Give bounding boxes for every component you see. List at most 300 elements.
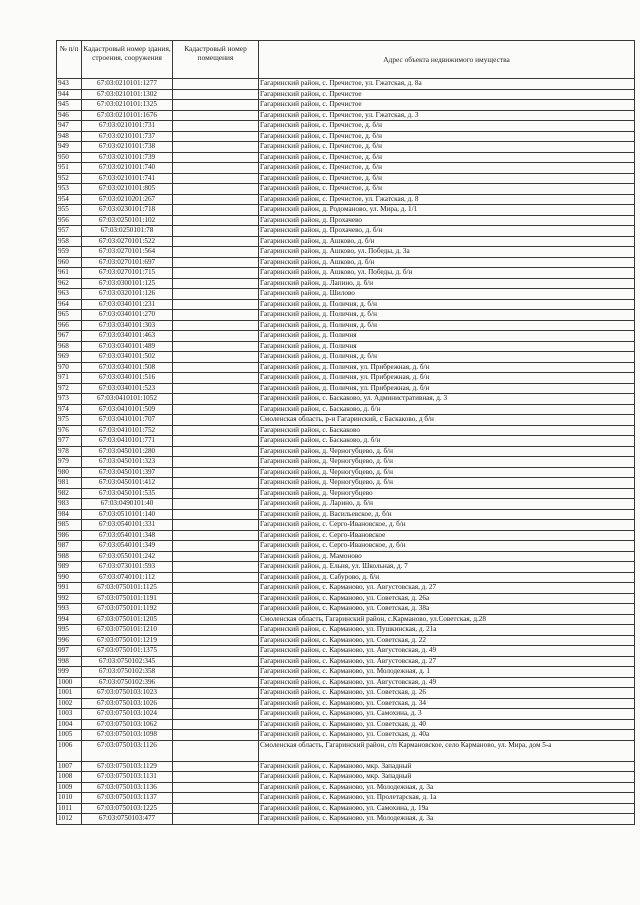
row-number: 1012	[57, 814, 82, 825]
property-address: Гагаринский район, д. Черногубцево	[259, 488, 635, 499]
property-address: Гагаринский район, с. Пречистое, ул. Гжатская, д. 8	[259, 194, 635, 205]
property-address: Гагаринский район, с. Пречистое, ул. Гжатская, д. 3	[259, 110, 635, 121]
cadastral-room-number	[173, 310, 259, 321]
property-address: Гагаринский район, с. Карманово, ул. Молодежная, д. 3а	[259, 782, 635, 793]
property-address: Гагаринский район, с. Пречистое, д. б/н	[259, 121, 635, 132]
cadastral-building-number: 67:03:0340101:463	[82, 331, 173, 342]
cadastral-building-number: 67:03:0750103:1062	[82, 719, 173, 730]
table-row	[57, 205, 635, 216]
property-address: Гагаринский район, д. Поличня, д. б/н	[259, 299, 635, 310]
table-row	[57, 173, 635, 184]
row-number: 987	[57, 541, 82, 552]
property-address: Смоленская область, Гагаринский район, с/п Кармановское, село Карманово, ул. Мира, дом 5-а	[259, 740, 635, 761]
cadastral-building-number: 67:03:0750103:1137	[82, 793, 173, 804]
cadastral-room-number	[173, 436, 259, 447]
property-address: Гагаринский район, с. Карманово, ул. Советская, д. 34	[259, 698, 635, 709]
property-address: Гагаринский район, д. Ашково, ул. Победы, д. 3а	[259, 247, 635, 258]
property-address: Гагаринский район, с. Карманово, ул. Августовская, д. 27	[259, 583, 635, 594]
cadastral-building-number: 67:03:0410101:771	[82, 436, 173, 447]
table-row	[57, 383, 635, 394]
row-number: 996	[57, 635, 82, 646]
row-number: 963	[57, 289, 82, 300]
row-number: 990	[57, 572, 82, 583]
property-address: Гагаринский район, с. Баскаково, ул. Административная, д. 3	[259, 394, 635, 405]
cadastral-building-number: 67:03:0340101:502	[82, 352, 173, 363]
row-number: 998	[57, 656, 82, 667]
table-row	[57, 793, 635, 804]
table-row	[57, 509, 635, 520]
row-number: 976	[57, 425, 82, 436]
cadastral-room-number	[173, 541, 259, 552]
row-number: 1002	[57, 698, 82, 709]
cadastral-building-number: 67:03:0410101:1052	[82, 394, 173, 405]
cadastral-building-number: 67:03:0340101:523	[82, 383, 173, 394]
table-row	[57, 310, 635, 321]
row-number: 949	[57, 142, 82, 153]
row-number: 952	[57, 173, 82, 184]
cadastral-building-number: 67:03:0750101:1192	[82, 604, 173, 615]
table-row	[57, 499, 635, 510]
cadastral-room-number	[173, 79, 259, 90]
property-address: Гагаринский район, с. Карманово, ул. Пролетарская, д. 1а	[259, 793, 635, 804]
cadastral-building-number: 67:03:0750103:1026	[82, 698, 173, 709]
property-address: Гагаринский район, с. Карманово, ул. Советская, д. 40а	[259, 730, 635, 741]
property-address: Гагаринский район, с. Карманово, ул. Самохина, д. 3	[259, 709, 635, 720]
cadastral-room-number	[173, 362, 259, 373]
cadastral-building-number: 67:03:0750101:1210	[82, 625, 173, 636]
cadastral-room-number	[173, 709, 259, 720]
property-address: Гагаринский район, с. Карманово, ул. Пушкинская, д. 21а	[259, 625, 635, 636]
row-number: 946	[57, 110, 82, 121]
row-number: 981	[57, 478, 82, 489]
cadastral-room-number	[173, 257, 259, 268]
row-number: 971	[57, 373, 82, 384]
cadastral-room-number	[173, 289, 259, 300]
table-row	[57, 110, 635, 121]
table-row	[57, 457, 635, 468]
property-address: Гагаринский район, с. Карманово, ул. Советская, д. 26а	[259, 593, 635, 604]
table-row	[57, 520, 635, 531]
cadastral-room-number	[173, 635, 259, 646]
property-address: Гагаринский район, с. Пречистое, д. б/н	[259, 142, 635, 153]
cadastral-building-number: 67:03:0550101:242	[82, 551, 173, 562]
cadastral-room-number	[173, 520, 259, 531]
table-row	[57, 719, 635, 730]
row-number: 978	[57, 446, 82, 457]
row-number: 1008	[57, 772, 82, 783]
property-address: Гагаринский район, с. Пречистое, д. б/н	[259, 163, 635, 174]
table-row	[57, 488, 635, 499]
table-row	[57, 373, 635, 384]
property-address: Гагаринский район, д. Сабурово, д. б/н	[259, 572, 635, 583]
row-number: 992	[57, 593, 82, 604]
cadastral-building-number: 67:03:0210101:1325	[82, 100, 173, 111]
table-row	[57, 572, 635, 583]
property-address: Гагаринский район, с. Серго-Ивановское, д. б/н	[259, 541, 635, 552]
table-row	[57, 436, 635, 447]
row-number: 1000	[57, 677, 82, 688]
table-row	[57, 583, 635, 594]
cadastral-room-number	[173, 247, 259, 258]
table-row	[57, 541, 635, 552]
table-row	[57, 814, 635, 825]
cadastral-room-number	[173, 457, 259, 468]
cadastral-room-number	[173, 562, 259, 573]
cadastral-room-number	[173, 530, 259, 541]
cadastral-building-number: 67:03:0450101:323	[82, 457, 173, 468]
property-address: Гагаринский район, с. Карманово, ул. Августовская, д. 49	[259, 677, 635, 688]
property-address: Гагаринский район, с. Пречистое, д. б/н	[259, 184, 635, 195]
row-number: 959	[57, 247, 82, 258]
cadastral-building-number: 67:03:0210101:737	[82, 131, 173, 142]
cadastral-building-number: 67:03:0340101:516	[82, 373, 173, 384]
row-number: 993	[57, 604, 82, 615]
cadastral-room-number	[173, 688, 259, 699]
cadastral-room-number	[173, 331, 259, 342]
cadastral-building-number: 67:03:0210201:267	[82, 194, 173, 205]
row-number: 970	[57, 362, 82, 373]
header-cadastral-building: Кадастровый номер здания, строения, сооружения	[82, 41, 173, 79]
property-address: Гагаринский район, с. Карманово, ул. Советская, д. 22	[259, 635, 635, 646]
property-address: Гагаринский район, с. Карманово, ул. Августовская, д. 49	[259, 646, 635, 657]
cadastral-building-number: 67:03:0450101:535	[82, 488, 173, 499]
row-number: 975	[57, 415, 82, 426]
table-row	[57, 89, 635, 100]
cadastral-building-number: 67:03:0230101:718	[82, 205, 173, 216]
property-address: Гагаринский район, с. Пречистое, д. б/н	[259, 152, 635, 163]
row-number: 947	[57, 121, 82, 132]
cadastral-building-number: 67:03:0750101:1191	[82, 593, 173, 604]
property-address: Гагаринский район, д. Ашково, д. б/н	[259, 236, 635, 247]
row-number: 972	[57, 383, 82, 394]
property-address: Гагаринский район, с. Карманово, ул. Самохина, д. 19а	[259, 803, 635, 814]
table-row	[57, 604, 635, 615]
cadastral-room-number	[173, 194, 259, 205]
table-row	[57, 352, 635, 363]
property-address: Гагаринский район, д. Поличня, д. б/н	[259, 352, 635, 363]
cadastral-building-number: 67:03:0210101:1676	[82, 110, 173, 121]
cadastral-room-number	[173, 341, 259, 352]
cadastral-room-number	[173, 572, 259, 583]
property-address: Гагаринский район, с. Карманово, ул. Августовская, д. 27	[259, 656, 635, 667]
property-address: Гагаринский район, с. Серго-Ивановское	[259, 530, 635, 541]
table-row	[57, 562, 635, 573]
property-address: Гагаринский район, д. Поличня, ул. Прибрежная, д. б/н	[259, 373, 635, 384]
cadastral-building-number: 67:03:0450101:397	[82, 467, 173, 478]
row-number: 1007	[57, 761, 82, 772]
cadastral-room-number	[173, 667, 259, 678]
table-row	[57, 100, 635, 111]
property-address: Гагаринский район, д. Черногубцево, д. б/н	[259, 457, 635, 468]
property-address: Гагаринский район, с. Серго-Ивановское, д. б/н	[259, 520, 635, 531]
cadastral-building-number: 67:03:0270101:715	[82, 268, 173, 279]
row-number: 945	[57, 100, 82, 111]
cadastral-room-number	[173, 740, 259, 761]
header-row	[57, 41, 635, 79]
table-row	[57, 215, 635, 226]
cadastral-building-number: 67:03:0410101:707	[82, 415, 173, 426]
cadastral-building-number: 67:03:0750102:358	[82, 667, 173, 678]
property-address: Гагаринский район, д. Шилово	[259, 289, 635, 300]
table-row	[57, 740, 635, 761]
table-row	[57, 425, 635, 436]
cadastral-building-number: 67:03:0540101:349	[82, 541, 173, 552]
property-address: Гагаринский район, с. Карманово, ул. Молодежная, д. 3а	[259, 814, 635, 825]
row-number: 957	[57, 226, 82, 237]
cadastral-room-number	[173, 583, 259, 594]
table-row	[57, 278, 635, 289]
property-address: Гагаринский район, д. Поличня	[259, 331, 635, 342]
cadastral-building-number: 67:03:0750103:1131	[82, 772, 173, 783]
table-row	[57, 79, 635, 90]
table-row	[57, 688, 635, 699]
property-address: Гагаринский район, с. Карманово, мкр. Западный	[259, 772, 635, 783]
property-address: Гагаринский район, с. Баскаково, д. б/н	[259, 436, 635, 447]
cadastral-room-number	[173, 236, 259, 247]
table-row	[57, 131, 635, 142]
cadastral-room-number	[173, 110, 259, 121]
cadastral-room-number	[173, 551, 259, 562]
cadastral-room-number	[173, 625, 259, 636]
cadastral-room-number	[173, 394, 259, 405]
cadastral-building-number: 67:03:0210101:731	[82, 121, 173, 132]
cadastral-room-number	[173, 730, 259, 741]
cadastral-building-number: 67:03:0410101:752	[82, 425, 173, 436]
property-address: Гагаринский район, д. Васильевское, д. б/н	[259, 509, 635, 520]
row-number: 983	[57, 499, 82, 510]
cadastral-building-number: 67:03:0270101:522	[82, 236, 173, 247]
table-row	[57, 467, 635, 478]
row-number: 951	[57, 163, 82, 174]
row-number: 954	[57, 194, 82, 205]
cadastral-building-number: 67:03:0340101:231	[82, 299, 173, 310]
table-row	[57, 289, 635, 300]
row-number: 948	[57, 131, 82, 142]
cadastral-room-number	[173, 383, 259, 394]
property-address: Гагаринский район, д. Ельня, ул. Школьная, д. 7	[259, 562, 635, 573]
property-address: Гагаринский район, с. Пречистое	[259, 100, 635, 111]
table-row	[57, 341, 635, 352]
cadastral-room-number	[173, 184, 259, 195]
property-address: Гагаринский район, с. Пречистое	[259, 89, 635, 100]
row-number: 965	[57, 310, 82, 321]
cadastral-room-number	[173, 509, 259, 520]
row-number: 1001	[57, 688, 82, 699]
cadastral-building-number: 67:03:0270101:697	[82, 257, 173, 268]
header-cadastral-room: Кадастровый номер помещения	[173, 41, 259, 79]
table-body	[57, 79, 635, 825]
table-row	[57, 635, 635, 646]
cadastral-room-number	[173, 163, 259, 174]
cadastral-room-number	[173, 793, 259, 804]
cadastral-building-number: 67:03:0750103:1126	[82, 740, 173, 761]
cadastral-room-number	[173, 268, 259, 279]
table-row	[57, 446, 635, 457]
table-row	[57, 320, 635, 331]
row-number: 989	[57, 562, 82, 573]
property-address: Гагаринский район, д. Поличня, д. б/н	[259, 320, 635, 331]
property-address: Гагаринский район, с. Пречистое, д. б/н	[259, 173, 635, 184]
row-number: 1011	[57, 803, 82, 814]
row-number: 1005	[57, 730, 82, 741]
cadastral-room-number	[173, 467, 259, 478]
cadastral-room-number	[173, 677, 259, 688]
property-address: Гагаринский район, д. Лапино, д. б/н	[259, 278, 635, 289]
table-row	[57, 268, 635, 279]
property-address: Гагаринский район, с. Карманово, ул. Советская, д. 26	[259, 688, 635, 699]
table-header	[57, 41, 635, 79]
row-number: 968	[57, 341, 82, 352]
property-address: Гагаринский район, с. Карманово, ул. Молодежная, д. 1	[259, 667, 635, 678]
row-number: 986	[57, 530, 82, 541]
cadastral-room-number	[173, 142, 259, 153]
table-row	[57, 709, 635, 720]
cadastral-building-number: 67:03:0740101:112	[82, 572, 173, 583]
row-number: 961	[57, 268, 82, 279]
table-row	[57, 163, 635, 174]
property-address: Гагаринский район, с. Пречистое, ул. Гжатская, д. 8а	[259, 79, 635, 90]
cadastral-building-number: 67:03:0340101:270	[82, 310, 173, 321]
row-number: 950	[57, 152, 82, 163]
cadastral-room-number	[173, 320, 259, 331]
property-address: Гагаринский район, д. Ашково, ул. Победы, д. б/н	[259, 268, 635, 279]
cadastral-room-number	[173, 215, 259, 226]
table-row	[57, 226, 635, 237]
row-number: 944	[57, 89, 82, 100]
row-number: 997	[57, 646, 82, 657]
row-number: 1010	[57, 793, 82, 804]
cadastral-building-number: 67:03:0750101:1205	[82, 614, 173, 625]
cadastral-building-number: 67:03:0450101:412	[82, 478, 173, 489]
cadastral-building-number: 67:03:0250101:102	[82, 215, 173, 226]
row-number: 984	[57, 509, 82, 520]
cadastral-room-number	[173, 425, 259, 436]
row-number: 1006	[57, 740, 82, 761]
table-row	[57, 551, 635, 562]
property-address: Гагаринский район, д. Черногубцево, д. б/н	[259, 446, 635, 457]
table-row	[57, 121, 635, 132]
row-number: 964	[57, 299, 82, 310]
cadastral-building-number: 67:03:0750101:1125	[82, 583, 173, 594]
row-number: 999	[57, 667, 82, 678]
row-number: 962	[57, 278, 82, 289]
property-address: Гагаринский район, д. Черногубцево, д. б/н	[259, 478, 635, 489]
table-row	[57, 299, 635, 310]
row-number: 955	[57, 205, 82, 216]
cadastral-building-number: 67:03:0210101:1277	[82, 79, 173, 90]
header-address: Адрес объекта недвижимого имущества	[259, 41, 635, 79]
cadastral-building-number: 67:03:0750103:1024	[82, 709, 173, 720]
table-row	[57, 803, 635, 814]
cadastral-room-number	[173, 278, 259, 289]
table-row	[57, 194, 635, 205]
cadastral-building-number: 67:03:0540101:348	[82, 530, 173, 541]
property-address: Гагаринский район, д. Поличня, ул. Прибрежная, д. б/н	[259, 383, 635, 394]
cadastral-room-number	[173, 226, 259, 237]
table-row	[57, 698, 635, 709]
row-number: 953	[57, 184, 82, 195]
property-address: Гагаринский район, д. Прохачево, д. б/н	[259, 226, 635, 237]
property-address: Гагаринский район, д. Родоманово, ул. Мира, д. 1/1	[259, 205, 635, 216]
cadastral-room-number	[173, 352, 259, 363]
cadastral-room-number	[173, 761, 259, 772]
table-row	[57, 761, 635, 772]
cadastral-room-number	[173, 646, 259, 657]
table-row	[57, 331, 635, 342]
cadastral-room-number	[173, 488, 259, 499]
cadastral-room-number	[173, 814, 259, 825]
table-row	[57, 782, 635, 793]
table-row	[57, 772, 635, 783]
property-address: Гагаринский район, с. Баскаково	[259, 425, 635, 436]
row-number: 995	[57, 625, 82, 636]
property-address: Гагаринский район, д. Ашково, д. б/н	[259, 257, 635, 268]
row-number: 1003	[57, 709, 82, 720]
row-number: 1009	[57, 782, 82, 793]
property-address: Смоленская область, Гагаринский район, с.Карманово, ул.Советская, д.28	[259, 614, 635, 625]
cadastral-building-number: 67:03:0210101:1302	[82, 89, 173, 100]
property-address: Гагаринский район, д. Черногубцево, д. б/н	[259, 467, 635, 478]
property-register-table	[56, 40, 635, 825]
table-row	[57, 677, 635, 688]
property-address: Гагаринский район, д. Поличня	[259, 341, 635, 352]
property-address: Гагаринский район, с. Пречистое, д. б/н	[259, 131, 635, 142]
cadastral-building-number: 67:03:0490101:40	[82, 499, 173, 510]
table-row	[57, 656, 635, 667]
row-number: 980	[57, 467, 82, 478]
property-address: Гагаринский район, с. Карманово, мкр. Западный	[259, 761, 635, 772]
cadastral-room-number	[173, 100, 259, 111]
table-row	[57, 593, 635, 604]
property-address: Гагаринский район, д. Мамоново	[259, 551, 635, 562]
cadastral-building-number: 67:03:0750103:1098	[82, 730, 173, 741]
cadastral-building-number: 67:03:0300101:125	[82, 278, 173, 289]
cadastral-building-number: 67:03:0320101:126	[82, 289, 173, 300]
cadastral-room-number	[173, 373, 259, 384]
table-row	[57, 415, 635, 426]
cadastral-room-number	[173, 614, 259, 625]
row-number: 1004	[57, 719, 82, 730]
header-number: № п/п	[57, 41, 82, 79]
table-row	[57, 236, 635, 247]
cadastral-room-number	[173, 299, 259, 310]
table-row	[57, 247, 635, 258]
cadastral-building-number: 67:03:0210101:739	[82, 152, 173, 163]
cadastral-building-number: 67:03:0340101:489	[82, 341, 173, 352]
table-row	[57, 730, 635, 741]
cadastral-building-number: 67:03:0510101:140	[82, 509, 173, 520]
row-number: 960	[57, 257, 82, 268]
cadastral-building-number: 67:03:0750101:1375	[82, 646, 173, 657]
row-number: 956	[57, 215, 82, 226]
cadastral-room-number	[173, 604, 259, 615]
cadastral-room-number	[173, 772, 259, 783]
cadastral-room-number	[173, 89, 259, 100]
cadastral-room-number	[173, 205, 259, 216]
row-number: 966	[57, 320, 82, 331]
table-row	[57, 362, 635, 373]
cadastral-building-number: 67:03:0750101:1219	[82, 635, 173, 646]
cadastral-building-number: 67:03:0750103:1136	[82, 782, 173, 793]
cadastral-room-number	[173, 404, 259, 415]
cadastral-building-number: 67:03:0750103:1129	[82, 761, 173, 772]
row-number: 958	[57, 236, 82, 247]
cadastral-building-number: 67:03:0340101:303	[82, 320, 173, 331]
property-address: Гагаринский район, д. Прохачево	[259, 215, 635, 226]
row-number: 973	[57, 394, 82, 405]
cadastral-building-number: 67:03:0750103:1023	[82, 688, 173, 699]
property-address: Гагаринский район, с. Карманово, ул. Советская, д. 40	[259, 719, 635, 730]
